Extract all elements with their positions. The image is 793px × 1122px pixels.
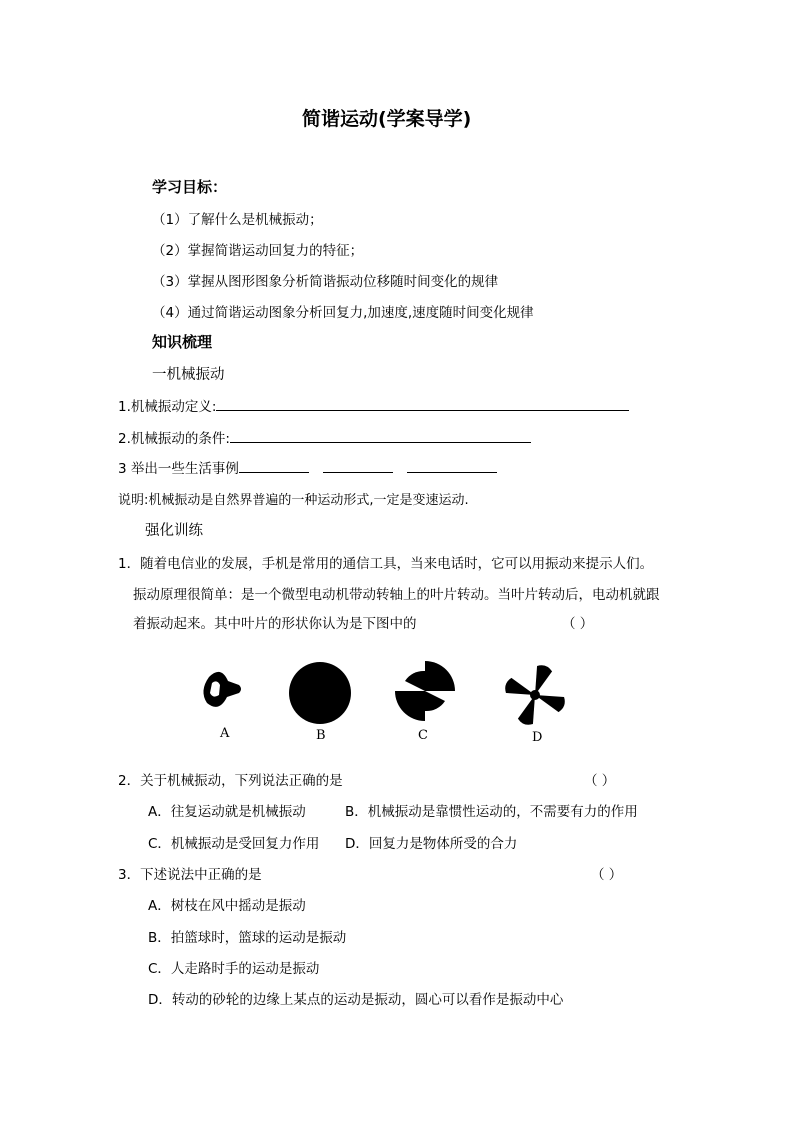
figure-label-d: D bbox=[532, 730, 543, 745]
p3-option-a[interactable]: A．树枝在风中摇动是振动 bbox=[148, 898, 306, 914]
p1-answer-paren[interactable]: （ ） bbox=[562, 616, 594, 632]
figure-label-b: B bbox=[316, 728, 326, 743]
examples-label: 3 举出一些生活事例 bbox=[118, 461, 239, 477]
goal-item-3: （3）掌握从图形图象分析简谐振动位移随时间变化的规律 bbox=[152, 274, 499, 290]
condition-blank[interactable] bbox=[230, 428, 531, 443]
blade-c-icon bbox=[395, 661, 455, 721]
blade-d-icon bbox=[503, 663, 567, 727]
blade-shapes-figure bbox=[195, 655, 575, 755]
condition-question bbox=[118, 427, 531, 447]
goal-item-1: （1）了解什么是机械振动； bbox=[152, 212, 323, 228]
goal-item-2: （2）掌握简谐运动回复力的特征； bbox=[152, 243, 364, 259]
definition-label: 1.机械振动定义: bbox=[118, 399, 217, 415]
example-blank-1[interactable] bbox=[239, 458, 309, 473]
goal-item-4: （4）通过简谐运动图象分析回复力,加速度,速度随时间变化规律 bbox=[152, 305, 534, 321]
p2-option-a[interactable]: A．往复运动就是机械振动 bbox=[148, 804, 306, 820]
definition-question bbox=[118, 395, 629, 415]
p2-answer-paren[interactable]: （ ） bbox=[584, 773, 616, 789]
goals-heading: 学习目标： bbox=[152, 178, 228, 196]
page-title: 简谐运动(学案导学) bbox=[302, 108, 472, 130]
example-blank-2[interactable] bbox=[323, 458, 393, 473]
blade-a-icon bbox=[203, 672, 241, 707]
training-heading: 强化训练 bbox=[145, 523, 203, 539]
note-text: 说明:机械振动是自然界普遍的一种运动形式,一定是变速运动. bbox=[118, 493, 469, 508]
p2-option-c[interactable]: C．机械振动是受回复力作用 bbox=[148, 836, 320, 852]
p2-stem: 2．关于机械振动，下列说法正确的是 bbox=[118, 773, 343, 789]
p1-line-1: 1．随着电信业的发展，手机是常用的通信工具，当来电话时，它可以用振动来提示人们。 bbox=[118, 556, 654, 572]
figure-label-a: A bbox=[220, 726, 230, 741]
p3-option-d[interactable]: D．转动的砂轮的边缘上某点的运动是振动，圆心可以看作是振动中心 bbox=[148, 992, 564, 1008]
p2-option-b[interactable]: B．机械振动是靠惯性运动的，不需要有力的作用 bbox=[345, 804, 638, 820]
p3-stem: 3．下述说法中正确的是 bbox=[118, 867, 262, 883]
condition-label: 2.机械振动的条件: bbox=[118, 431, 230, 447]
blade-b-icon bbox=[289, 662, 351, 724]
p1-line-2: 振动原理很简单：是一个微型电动机带动转轴上的叶片转动。当叶片转动后，电动机就跟 bbox=[133, 587, 660, 603]
knowledge-heading: 知识梳理 bbox=[152, 333, 213, 351]
p3-option-c[interactable]: C．人走路时手的运动是振动 bbox=[148, 961, 320, 977]
p2-option-d[interactable]: D．回复力是物体所受的合力 bbox=[345, 836, 518, 852]
example-blank-3[interactable] bbox=[407, 458, 497, 473]
p1-line-3: 着振动起来。其中叶片的形状你认为是下图中的 bbox=[133, 616, 417, 632]
p3-answer-paren[interactable]: （ ） bbox=[591, 867, 623, 883]
p3-option-b[interactable]: B．拍篮球时，篮球的运动是振动 bbox=[148, 930, 347, 946]
definition-blank[interactable] bbox=[216, 396, 629, 411]
knowledge-subheading: 一机械振动 bbox=[152, 367, 225, 383]
examples-question bbox=[118, 457, 497, 477]
figure-label-c: C bbox=[418, 728, 428, 743]
